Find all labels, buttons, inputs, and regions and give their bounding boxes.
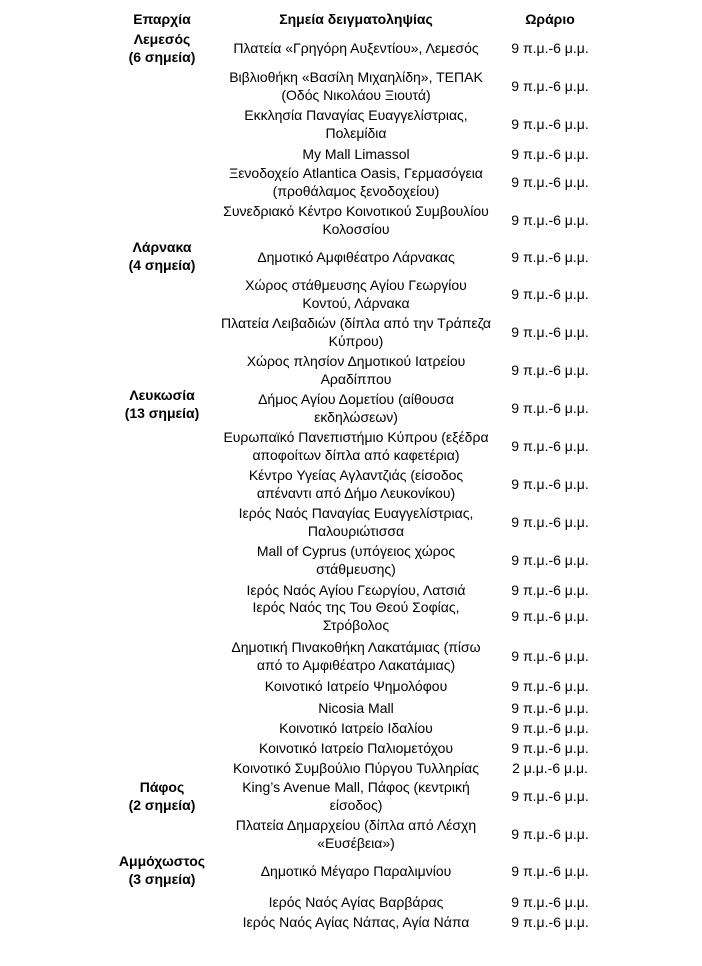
hours-text: 9 π.μ.-6 μ.μ. <box>511 863 589 879</box>
district-name: Αμμόχωστος <box>118 853 206 869</box>
location-line: Εκκλησία Παναγίας Ευαγγελίστριας, <box>244 107 468 123</box>
district-count: (4 σημεία) <box>128 257 196 273</box>
district-count: (13 σημεία) <box>124 405 200 421</box>
hours-cell <box>502 542 598 578</box>
header-hours: Ωράριο <box>525 11 575 27</box>
location-cell <box>208 504 504 540</box>
location-line: αποφοίτων δίπλα από καφετέρια) <box>252 447 460 463</box>
location-cell <box>208 912 504 932</box>
location-line: Πολεμίδια <box>325 125 387 141</box>
district-count: (6 σημεία) <box>128 49 196 65</box>
location-line: Κολοσσίου <box>322 221 390 237</box>
hours-cell <box>502 638 598 674</box>
hours-cell <box>502 246 598 268</box>
hours-text: 9 π.μ.-6 μ.μ. <box>511 146 589 162</box>
hours-text: 9 π.μ.-6 μ.μ. <box>511 608 589 624</box>
location-cell <box>208 164 504 200</box>
location-cell <box>208 428 504 464</box>
hours-cell <box>502 758 598 778</box>
hours-text: 9 π.μ.-6 μ.μ. <box>511 324 589 340</box>
hours-text: 9 π.μ.-6 μ.μ. <box>511 552 589 568</box>
location-cell <box>208 390 504 426</box>
hours-cell <box>502 38 598 58</box>
location-line: «Ευσέβεια») <box>317 835 395 851</box>
hours-text: 9 π.μ.-6 μ.μ. <box>511 476 589 492</box>
location-cell <box>208 698 504 718</box>
location-line: Πλατεία Λειβαδιών (δίπλα από την Τράπεζα <box>221 315 491 331</box>
hours-text: 9 π.μ.-6 μ.μ. <box>511 174 589 190</box>
location-line: Δημοτικό Μέγαρο Παραλιμνίου <box>260 863 452 879</box>
hours-text: 9 π.μ.-6 μ.μ. <box>511 212 589 228</box>
location-cell <box>208 758 504 778</box>
hours-cell <box>502 428 598 464</box>
hours-cell <box>502 580 598 600</box>
location-line: Ιερός Ναός Αγίας Νάπας, Αγία Νάπα <box>242 914 470 930</box>
district-cell <box>112 852 212 888</box>
location-line: Αραδίππου <box>320 371 392 387</box>
location-line: Δήμος Αγίου Δομετίου (αίθουσα <box>258 391 454 407</box>
hours-cell <box>502 892 598 912</box>
location-line: Πλατεία «Γρηγόρη Αυξεντίου», Λεμεσός <box>233 40 479 56</box>
location-line: Δημοτικό Αμφιθέατρο Λάρνακας <box>257 249 455 265</box>
location-cell <box>208 202 504 238</box>
hours-cell <box>502 202 598 238</box>
location-line: Κοινοτικό Ιατρείο Ψημολόφου <box>264 678 448 694</box>
district-name: Λευκωσία <box>129 387 195 403</box>
location-line: Στρόβολος <box>322 617 390 633</box>
hours-cell <box>502 276 598 312</box>
district-count: (2 σημεία) <box>128 797 196 813</box>
location-line: στάθμευσης) <box>316 561 396 577</box>
location-cell <box>208 892 504 912</box>
location-cell <box>208 144 504 164</box>
location-cell <box>208 352 504 388</box>
hours-text: 9 π.μ.-6 μ.μ. <box>511 40 589 56</box>
location-line: Κύπρου) <box>328 333 384 349</box>
location-cell <box>208 38 504 58</box>
location-line: (προθάλαμος ξενοδοχείου) <box>272 183 440 199</box>
location-cell <box>208 638 504 674</box>
hours-cell <box>502 718 598 738</box>
hours-text: 9 π.μ.-6 μ.μ. <box>511 740 589 756</box>
hours-cell <box>502 698 598 718</box>
hours-text: 9 π.μ.-6 μ.μ. <box>511 826 589 842</box>
hours-cell <box>502 816 598 852</box>
hours-text: 9 π.μ.-6 μ.μ. <box>511 116 589 132</box>
location-line: Ευρωπαϊκό Πανεπιστήμιο Κύπρου (εξέδρα <box>223 429 489 445</box>
hours-cell <box>502 390 598 426</box>
hours-cell <box>502 778 598 814</box>
location-line: Ιερός Ναός Αγίου Γεωργίου, Λατσιά <box>246 582 466 598</box>
hours-cell <box>502 598 598 634</box>
location-line: Mall of Cyprus (υπόγειος χώρος <box>256 543 456 559</box>
location-line: My Mall Limassol <box>302 146 410 162</box>
hours-text: 2 μ.μ.-6 μ.μ. <box>512 760 588 776</box>
hours-cell <box>502 68 598 104</box>
district-name: Πάφος <box>139 779 185 795</box>
hours-text: 9 π.μ.-6 μ.μ. <box>511 678 589 694</box>
location-line: Κοινοτικό Συμβούλιο Πύργου Τυλληρίας <box>233 760 479 776</box>
location-cell <box>208 860 504 882</box>
hours-text: 9 π.μ.-6 μ.μ. <box>511 249 589 265</box>
header-district: Επαρχία <box>133 11 191 27</box>
location-cell <box>208 598 504 634</box>
hours-text: 9 π.μ.-6 μ.μ. <box>511 400 589 416</box>
hours-cell <box>502 912 598 932</box>
location-cell <box>208 816 504 852</box>
location-line: είσοδος) <box>329 797 383 813</box>
location-cell <box>208 246 504 268</box>
location-line: Παλουριώτισσα <box>307 523 405 539</box>
location-line: Πλατεία Δημαρχείου (δίπλα από Λέσχη <box>235 817 477 833</box>
location-line: Κέντρο Υγείας Αγλαντζιάς (είσοδος <box>248 467 464 483</box>
location-line: από το Αμφιθέατρο Λακατάμιας) <box>256 657 456 673</box>
location-cell <box>208 106 504 142</box>
hours-text: 9 π.μ.-6 μ.μ. <box>511 700 589 716</box>
hours-cell <box>502 314 598 350</box>
hours-text: 9 π.μ.-6 μ.μ. <box>511 648 589 664</box>
location-cell <box>208 68 504 104</box>
location-line: (Οδός Νικολάου Ξιουτά) <box>281 87 431 103</box>
location-line: Χώρος στάθμευσης Αγίου Γεωργίου <box>245 277 467 293</box>
location-cell <box>208 580 504 600</box>
location-cell <box>208 542 504 578</box>
location-line: Κοινοτικό Ιατρείο Ιδαλίου <box>279 720 433 736</box>
location-line: King’s Avenue Mall, Πάφος (κεντρική <box>242 779 470 795</box>
district-name: Λάρνακα <box>132 239 192 255</box>
hours-text: 9 π.μ.-6 μ.μ. <box>511 78 589 94</box>
hours-text: 9 π.μ.-6 μ.μ. <box>511 438 589 454</box>
location-line: Ιερός Ναός Παναγίας Ευαγγελίστριας, <box>238 505 474 521</box>
location-cell <box>208 778 504 814</box>
hours-text: 9 π.μ.-6 μ.μ. <box>511 582 589 598</box>
district-cell <box>112 30 212 66</box>
district-name: Λεμεσός <box>133 31 191 47</box>
hours-text: 9 π.μ.-6 μ.μ. <box>511 362 589 378</box>
location-line: Δημοτική Πινακοθήκη Λακατάμιας (πίσω <box>231 639 481 655</box>
location-line: απέναντι από Δήμο Λευκονίκου) <box>256 485 456 501</box>
location-line: Κοινοτικό Ιατρείο Παλιομετόχου <box>258 740 454 756</box>
hours-cell <box>502 676 598 696</box>
district-count: (3 σημεία) <box>128 871 196 887</box>
hours-cell <box>502 164 598 200</box>
location-cell <box>208 738 504 758</box>
header-location: Σημεία δειγματοληψίας <box>279 11 433 27</box>
hours-text: 9 π.μ.-6 μ.μ. <box>511 514 589 530</box>
hours-cell <box>502 738 598 758</box>
location-line: Ιερός Ναός της Του Θεού Σοφίας, <box>252 599 460 615</box>
location-line: Ιερός Ναός Αγίας Βαρβάρας <box>268 894 444 910</box>
location-line: Κοντού, Λάρνακα <box>302 295 410 311</box>
location-line: Βιβλιοθήκη «Βασίλη Μιχαηλίδη», ΤΕΠΑΚ <box>229 69 483 85</box>
location-line: εκδηλώσεων) <box>314 409 398 425</box>
location-line: Συνεδριακό Κέντρο Κοινοτικού Συμβουλίου <box>223 203 489 219</box>
hours-text: 9 π.μ.-6 μ.μ. <box>511 720 589 736</box>
district-cell <box>112 778 212 814</box>
district-cell <box>112 386 212 422</box>
hours-text: 9 π.μ.-6 μ.μ. <box>511 894 589 910</box>
district-cell <box>112 238 212 274</box>
location-line: Χώρος πλησίον Δημοτικού Ιατρείου <box>246 353 466 369</box>
location-line: Nicosia Mall <box>318 700 394 716</box>
hours-text: 9 π.μ.-6 μ.μ. <box>511 914 589 930</box>
location-line: Ξενοδοχείο Atlantica Oasis, Γερμασόγεια <box>229 165 483 181</box>
hours-cell <box>502 144 598 164</box>
hours-cell <box>502 352 598 388</box>
location-cell <box>208 314 504 350</box>
hours-text: 9 π.μ.-6 μ.μ. <box>511 286 589 302</box>
hours-cell <box>502 106 598 142</box>
location-cell <box>208 676 504 696</box>
hours-cell <box>502 504 598 540</box>
hours-cell <box>502 860 598 882</box>
hours-cell <box>502 466 598 502</box>
location-cell <box>208 276 504 312</box>
location-cell <box>208 718 504 738</box>
location-cell <box>208 466 504 502</box>
hours-text: 9 π.μ.-6 μ.μ. <box>511 788 589 804</box>
